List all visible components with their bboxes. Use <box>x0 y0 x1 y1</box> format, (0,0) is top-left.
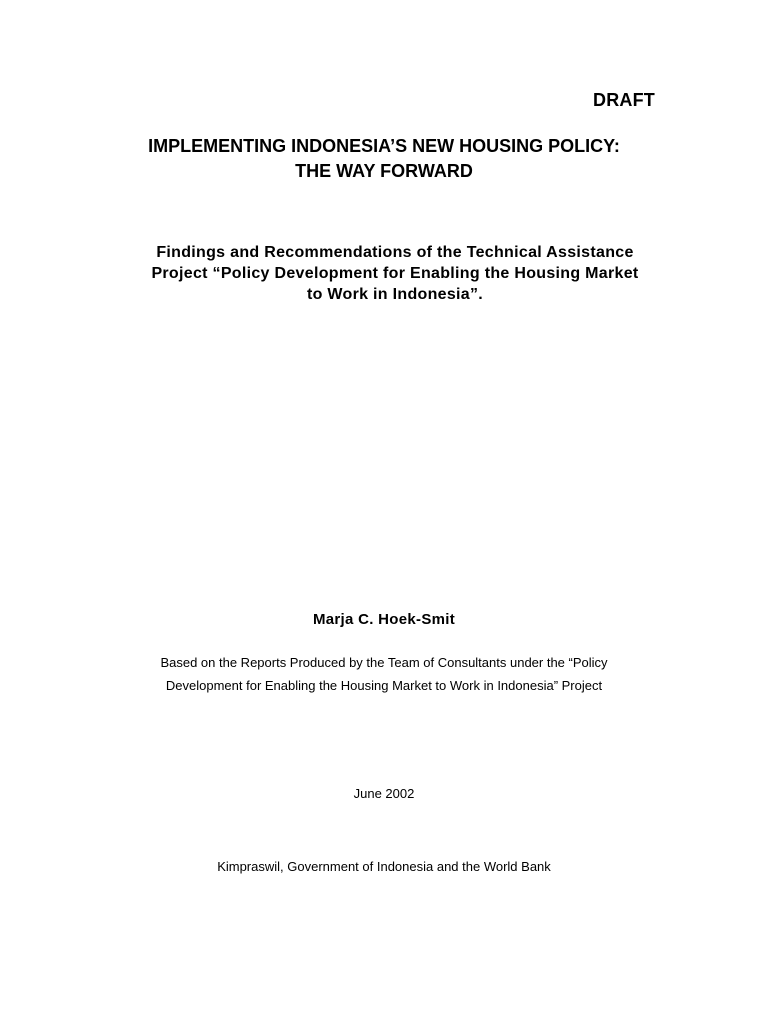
title-line-2: THE WAY FORWARD <box>295 161 473 181</box>
publication-date: June 2002 <box>353 786 415 801</box>
subtitle-line-2: Project “Policy Development for Enabling the Housing Market <box>151 265 639 282</box>
title-line-1: IMPLEMENTING INDONESIA’S NEW HOUSING POLICY: <box>148 136 620 156</box>
organization-line: Kimpraswil, Government of Indonesia and the World Bank <box>217 859 551 874</box>
author-name: Marja C. Hoek-Smit <box>312 611 456 628</box>
based-on-line-1: Based on the Reports Produced by the Team of Consultants under the “Policy <box>160 655 608 670</box>
subtitle-line-3: to Work in Indonesia”. <box>306 286 484 303</box>
document-subtitle <box>120 242 670 305</box>
document-title <box>0 134 768 184</box>
subtitle-line-1: Findings and Recommendations of the Technical Assistance <box>156 244 634 261</box>
based-on-note <box>0 651 768 697</box>
based-on-line-2: Development for Enabling the Housing Market to Work in Indonesia” Project <box>165 678 603 693</box>
draft-label: DRAFT <box>593 90 655 110</box>
